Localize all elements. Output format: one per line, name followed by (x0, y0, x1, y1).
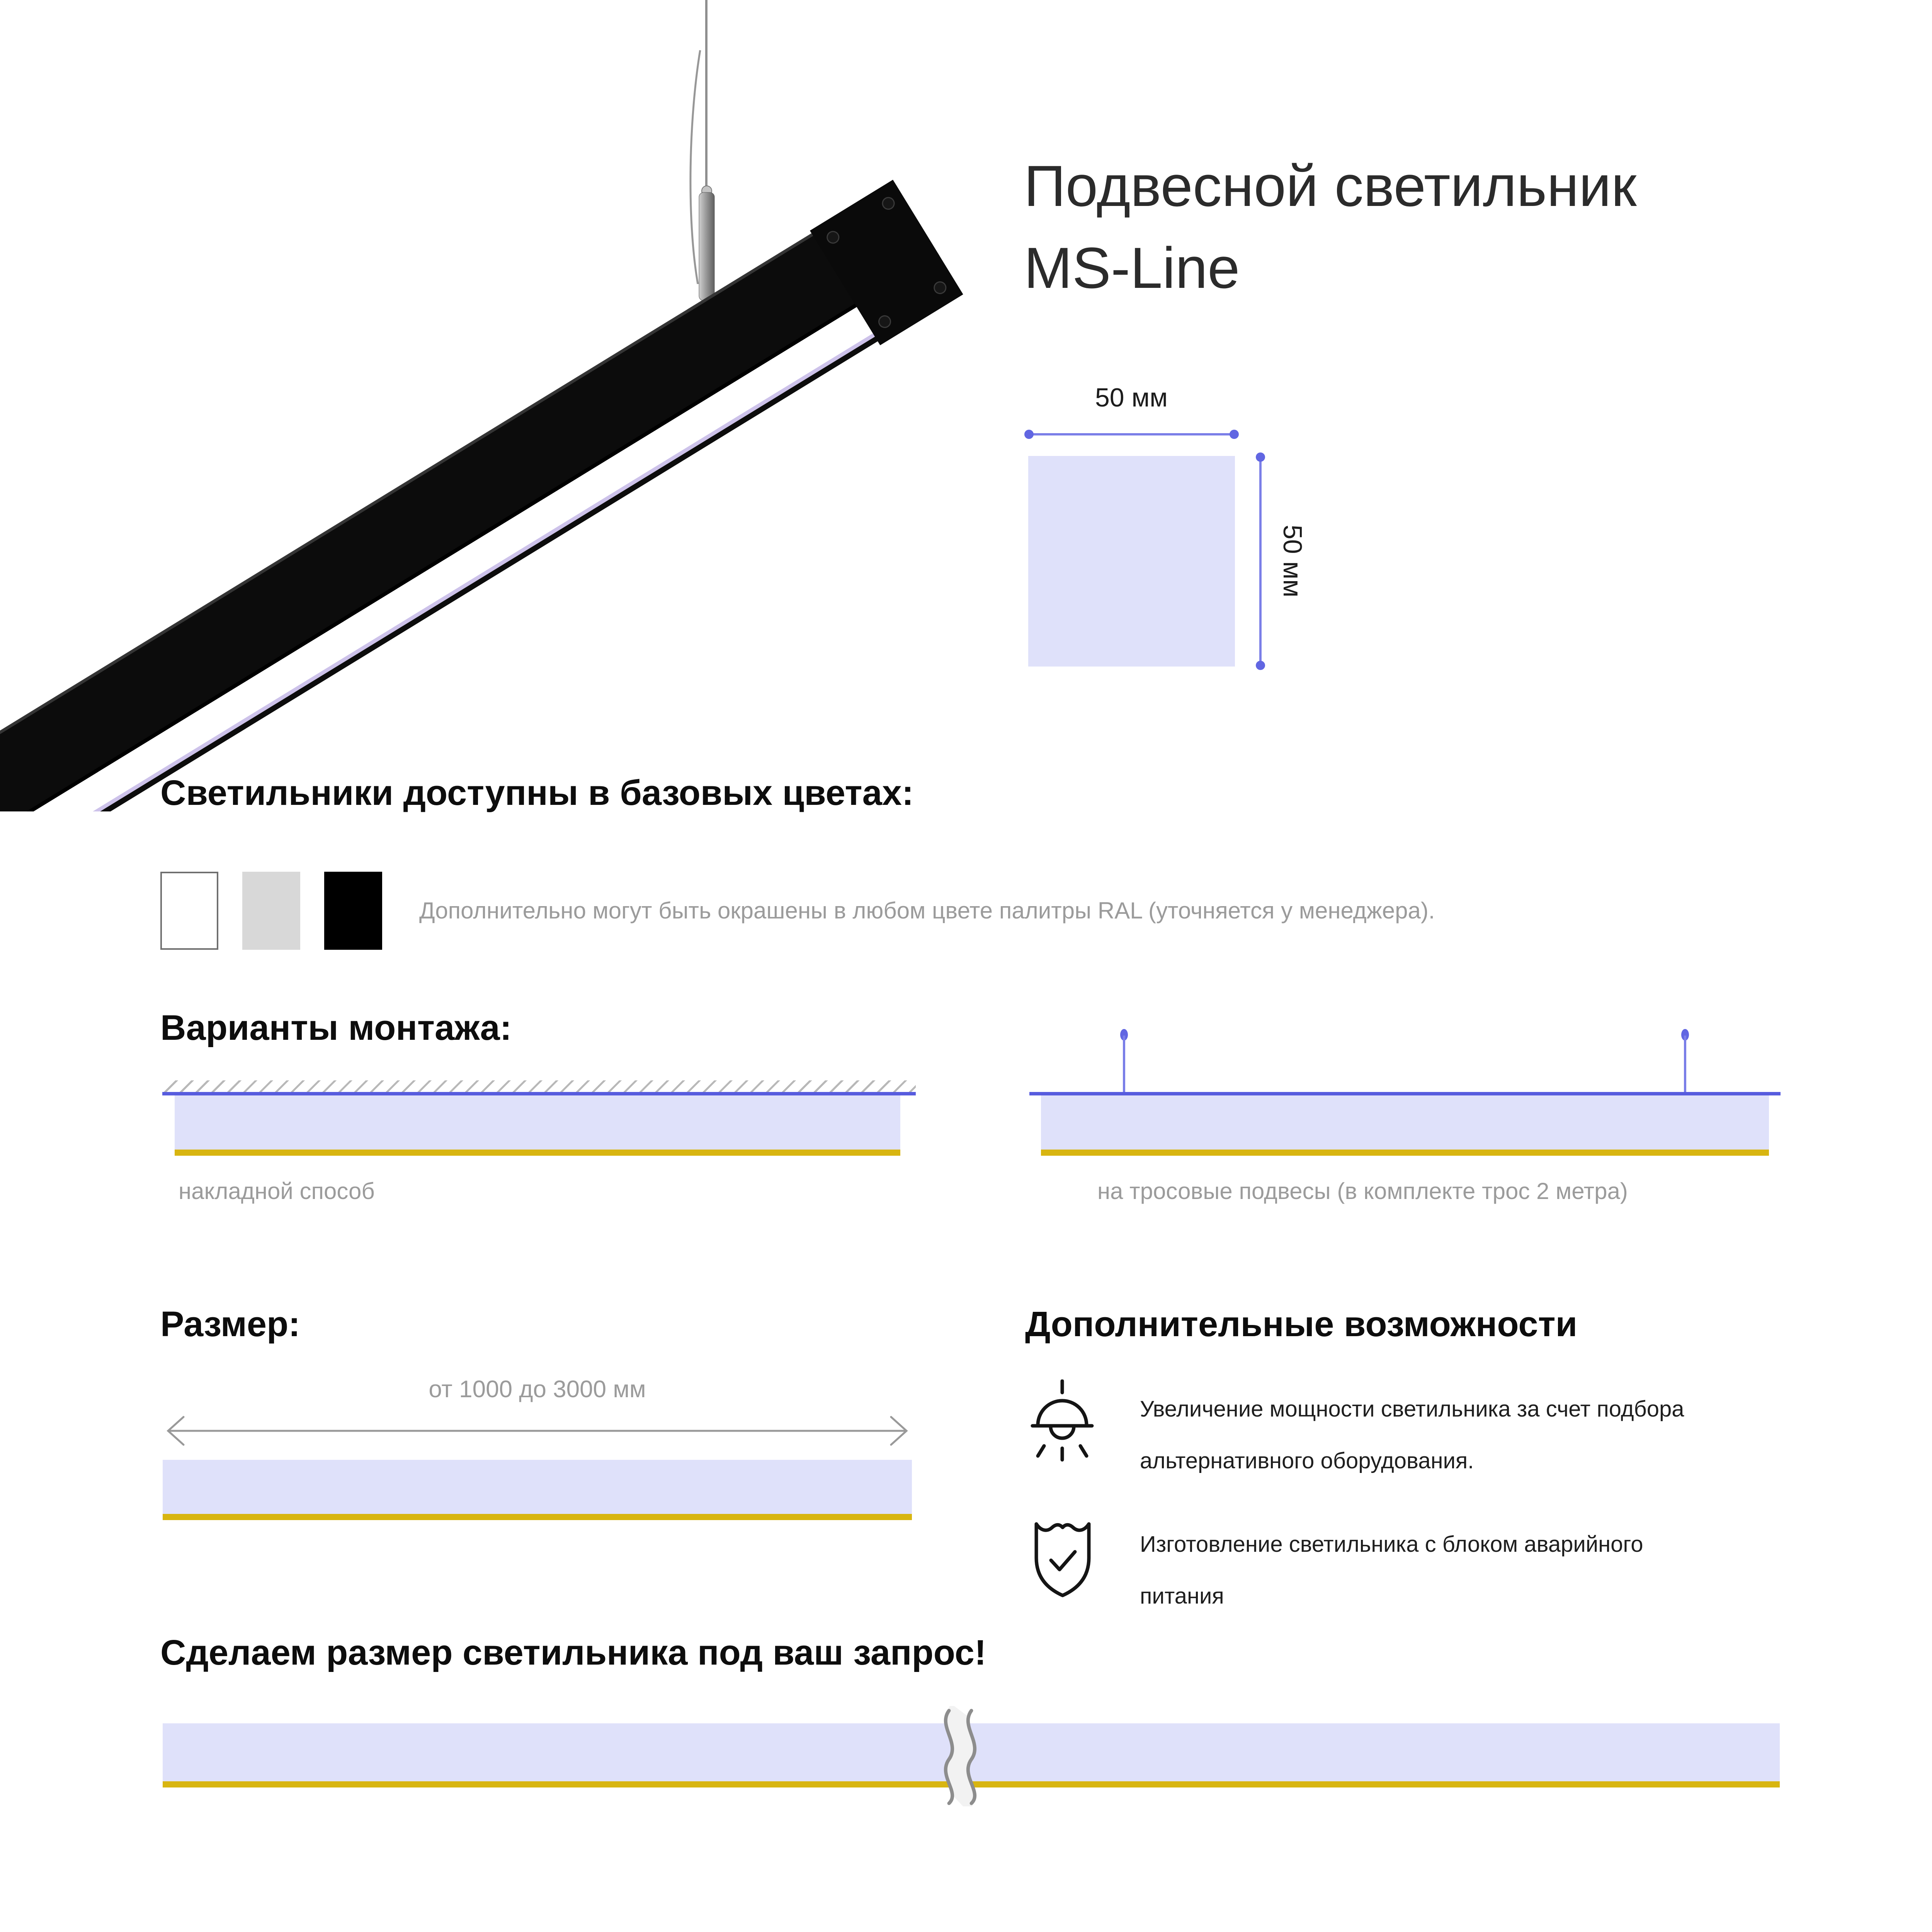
lamp-body (0, 180, 963, 811)
height-dimension-line (1259, 457, 1262, 667)
mounting-section-heading: Варианты монтажа: (160, 1008, 512, 1048)
height-dimension-label: 50 мм (1278, 524, 1307, 598)
suspension-wire (1123, 1036, 1125, 1094)
length-break-symbol (923, 1706, 997, 1806)
dimension-dot (1230, 430, 1239, 439)
luminaire-light-line (175, 1150, 900, 1156)
custom-size-heading: Сделаем размер светильника под ваш запрос! (160, 1633, 986, 1672)
colors-section-heading: Светильники доступны в базовых цветах: (160, 773, 914, 813)
suspension-wire (1684, 1036, 1686, 1094)
ral-note: Дополнительно могут быть окрашены в любом цвете палитры RAL (уточняется у менеджера). (419, 898, 1435, 923)
mounting-option-caption: накладной способ (179, 1178, 375, 1204)
cable-gripper (699, 192, 714, 301)
size-range-label: от 1000 до 3000 мм (429, 1376, 646, 1403)
dimension-dot (1256, 452, 1265, 462)
size-range-arrow (163, 1412, 912, 1449)
luminaire-light-line (163, 1514, 912, 1520)
feature-text: Изготовление светильника с блоком аварийного питания (1140, 1532, 1643, 1609)
width-dimension-line (1028, 433, 1235, 435)
ceiling-line (162, 1092, 916, 1095)
pendant-lamp-icon (1029, 1379, 1095, 1464)
size-section-heading: Размер: (160, 1304, 300, 1344)
suspended-luminaire-bar (1041, 1095, 1769, 1150)
cable-loop (690, 50, 700, 284)
color-swatch-black (324, 872, 382, 950)
feature-text: Увеличение мощности светильника за счет подбора альтернативного оборудования. (1140, 1396, 1684, 1473)
profile-cross-section (1028, 456, 1235, 667)
mounting-option-caption: на тросовые подвесы (в комплекте трос 2 метра) (1097, 1178, 1628, 1204)
suspended-luminaire-top-line (1029, 1092, 1781, 1095)
width-dimension-label: 50 мм (1095, 383, 1168, 412)
surface-mount-luminaire-bar (175, 1095, 900, 1150)
dimension-dot (1024, 430, 1034, 439)
luminaire-light-line (1041, 1150, 1769, 1156)
size-luminaire-bar (163, 1460, 912, 1514)
page-title-line1: Подвесной светильник (1024, 153, 1637, 218)
color-swatch-white (160, 872, 218, 950)
dimension-dot (1256, 661, 1265, 670)
features-section-heading: Дополнительные возможности (1025, 1304, 1578, 1344)
page-title-line2: MS-Line (1024, 235, 1240, 300)
product-photo (0, 0, 966, 811)
shield-check-icon (1032, 1515, 1094, 1602)
ceiling-hatch (162, 1080, 916, 1092)
color-swatch-gray (242, 872, 300, 950)
page-title (1024, 145, 1913, 309)
